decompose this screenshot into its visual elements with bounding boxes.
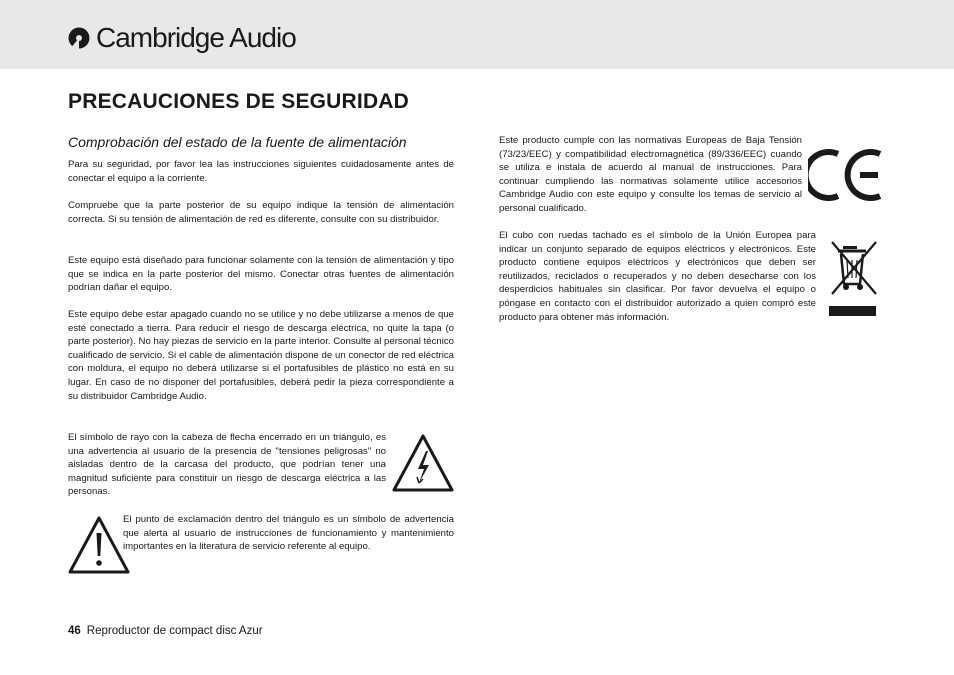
left-paragraph-3: Este equipo está diseñado para funcionar solamente con la tensión de alimentación y tipo que se indica en la parte posterior del mismo. Conectar otras fuentes de alimentación podrían dañar el equipo. [68, 255, 454, 294]
left-paragraph-4: Este equipo debe estar apagado cuando no se utilice y no debe utilizarse a menos de que esté conectado a tierra. Para reducir el riesgo de descarga eléctrica, no quite la tapa (o parte posterior). No hay piezas de servicio en la parte interior. Consulte al personal técnico cualificado de servicio. Si el cable de alimentación dispone de un conector de red eléctrica con moldura, el equipo no deberá utilizarse si el portafusibles de plástico no está en su lugar. En caso de no disponer del portafusibles, deberá pedir la pieza correspondiente a su distribuidor Cambridge Audio. [68, 309, 454, 402]
page-title: PRECAUCIONES DE SEGURIDAD [68, 90, 410, 113]
logo-wordmark: Cambridge Audio [96, 22, 296, 53]
section-subtitle: Comprobación del estado de la fuente de alimentación [68, 134, 407, 150]
cambridge-audio-logo-icon [68, 27, 90, 49]
right-paragraph-1: Este producto cumple con las normativas Europeas de Baja Tensión (73/23/EEC) y compatibilidad electromagnética (89/336/EEC) cuando se utiliza e instala de acuerdo al manual de instrucciones. Para continuar cumpliendo las normativas solamente utilice accesorios Cambridge Audio con este equipo y consulte los temas de servicio al personal cualificado. [499, 135, 802, 214]
left-paragraph-2: Compruebe que la parte posterior de su equipo indique la tensión de alimentación correcta. Si su tensión de alimentación de red es diferente, consulte con su distribuidor. [68, 200, 454, 225]
left-paragraph-6: El punto de exclamación dentro del triángulo es un símbolo de advertencia que alerta al usuario de instrucciones de funcionamiento y mantenimiento importantes en la literatura de servicio referente al equipo. [123, 514, 454, 553]
brand-logo [68, 22, 296, 54]
right-paragraph-2: El cubo con ruedas tachado es el símbolo de la Unión Europea para indicar un conjunto separado de equipos eléctricos y electrónicos. Este producto contiene equipos eléctricos y electrónicos que deben ser reutilizados, reciclados o recuperados y no deben desecharse con los desperdicios habituales sin clasificar. Por favor devuelva el equipo o póngase en contacto con el distribuidor autorizado a quien compró este producto para obtener más información. [499, 230, 816, 323]
page-number: 46 [68, 625, 81, 637]
left-paragraph-5: El símbolo de rayo con la cabeza de flecha encerrado en un triángulo, es una advertencia al usuario de la presencia de "tensiones peligrosas" no aisladas dentro de la carcasa del producto, que podrían tener una magnitud suficiente para constituir un riesgo de descarga eléctrica a las personas. [68, 432, 386, 498]
header-band [0, 0, 954, 69]
crossed-wheelie-bin-icon [826, 238, 880, 318]
page-footer [68, 625, 263, 637]
product-name: Reproductor de compact disc Azur [86, 625, 263, 637]
exclamation-warning-icon [67, 515, 131, 575]
left-paragraph-1: Para su seguridad, por favor lea las instrucciones siguientes cuidadosamente antes de conectar el equipo a la corriente. [68, 159, 454, 184]
ce-mark-icon [808, 146, 886, 204]
lightning-warning-icon [391, 433, 455, 493]
